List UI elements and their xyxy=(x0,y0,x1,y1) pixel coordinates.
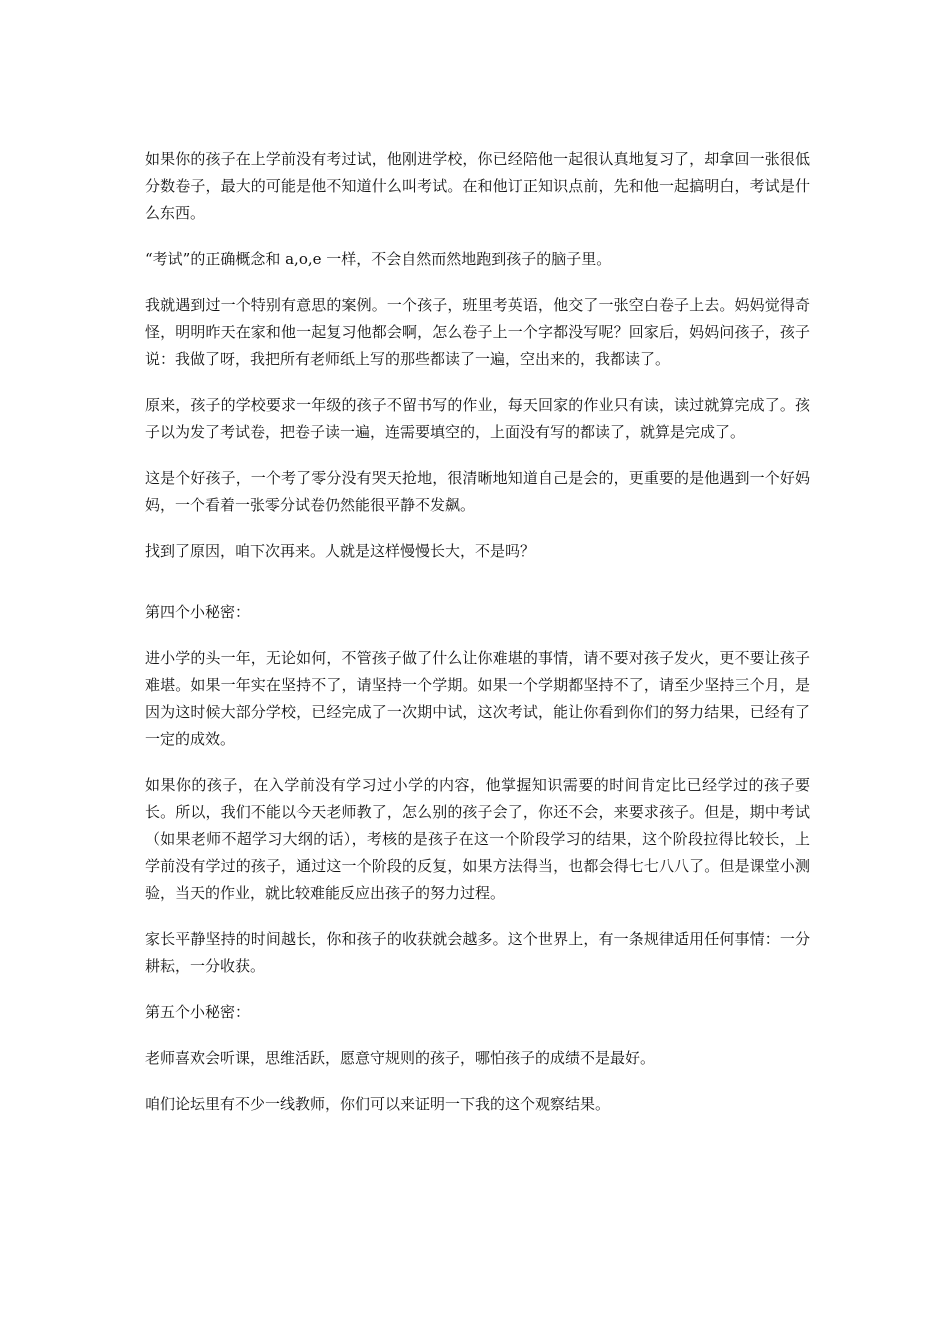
paragraph: 找到了原因，咱下次再来。人就是这样慢慢长大，不是吗？ xyxy=(145,542,536,560)
section-heading: 第四个小秘密： xyxy=(145,603,251,621)
paragraph: 进小学的头一年，无论如何，不管孩子做了什么让你难堪的事情，请不要对孩子发火，更不要让孩子难堪。如果一年实在坚持不了，请坚持一个学期。如果一个学期都坚持不了，请至少坚持三个月，是因为这时候大部分学校，已经完成了一次期中试，这次考试，能让你看到你们的努力结果，已经有了一定的成效。 xyxy=(145,649,810,748)
paragraph: “考试”的正确概念和 a,o,e 一样，不会自然而然地跑到孩子的脑子里。 xyxy=(145,250,612,268)
paragraph: 如果你的孩子在上学前没有考过试，他刚进学校，你已经陪他一起很认真地复习了，却拿回一张很低分数卷子，最大的可能是他不知道什么叫考试。在和他订正知识点前，先和他一起搞明白，考试是什么东西。 xyxy=(145,150,810,222)
section-heading: 第五个小秘密： xyxy=(145,1003,251,1021)
document-body xyxy=(145,146,810,1137)
paragraph: 家长平静坚持的时间越长，你和孩子的收获就会越多。这个世界上，有一条规律适用任何事情：一分耕耘，一分收获。 xyxy=(145,930,810,975)
paragraph: 我就遇到过一个特别有意思的案例。一个孩子，班里考英语，他交了一张空白卷子上去。妈妈觉得奇怪，明明昨天在家和他一起复习他都会啊，怎么卷子上一个字都没写呢？回家后，妈妈问孩子，孩子说：我做了呀，我把所有老师纸上写的那些都读了一遍，空出来的，我都读了。 xyxy=(145,296,810,368)
paragraph: 老师喜欢会听课，思维活跃，愿意守规则的孩子，哪怕孩子的成绩不是最好。 xyxy=(145,1049,656,1067)
paragraph: 这是个好孩子，一个考了零分没有哭天抢地，很清晰地知道自己是会的，更重要的是他遇到一个好妈妈，一个看着一张零分试卷仍然能很平静不发飙。 xyxy=(145,469,810,514)
paragraph: 咱们论坛里有不少一线教师，你们可以来证明一下我的这个观察结果。 xyxy=(145,1095,611,1113)
paragraph: 如果你的孩子，在入学前没有学习过小学的内容，他掌握知识需要的时间肯定比已经学过的孩子要长。所以，我们不能以今天老师教了，怎么别的孩子会了，你还不会，来要求孩子。但是，期中考试（如果老师不超学习大纲的话），考核的是孩子在这一个阶段学习的结果，这个阶段拉得比较长，上学前没有学过的孩子，通过这一个阶段的反复，如果方法得当，也都会得七七八八了。但是课堂小测验，当天的作业，就比较难能反应出孩子的努力过程。 xyxy=(145,776,810,902)
paragraph: 原来，孩子的学校要求一年级的孩子不留书写的作业，每天回家的作业只有读，读过就算完成了。孩子以为发了考试卷，把卷子读一遍，连需要填空的，上面没有写的都读了，就算是完成了。 xyxy=(145,396,810,441)
